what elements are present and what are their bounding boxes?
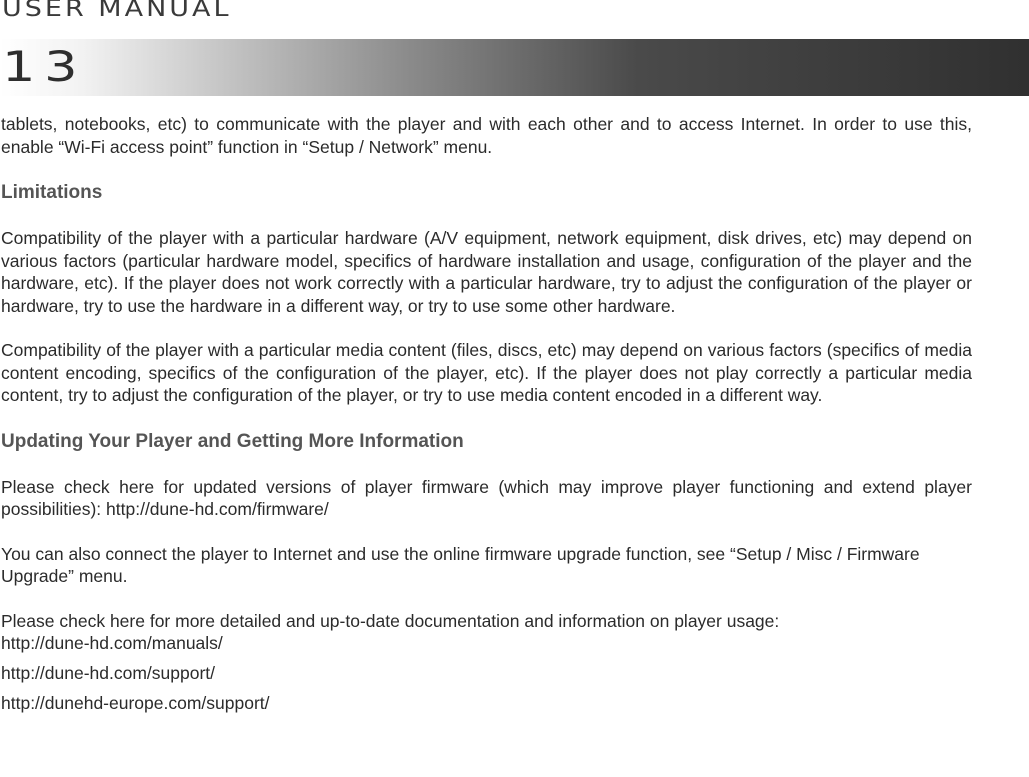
- documentation-links: [1, 632, 972, 714]
- updating-paragraph-online-upgrade: You can also connect the player to Internet and use the online firmware upgrade function, see “Setup / Misc / Firmware Upgrade” menu.: [1, 543, 920, 586]
- updating-paragraph-documentation: Please check here for more detailed and up-to-date documentation and information on player usage:: [1, 610, 780, 631]
- page-content: [1, 113, 972, 714]
- page-number-band: [0, 39, 1029, 96]
- intro-paragraph: tablets, notebooks, etc) to communicate with the player and with each other and to access Internet. In order to use this, enable “Wi-Fi access point” function in “Setup / Network” menu.: [1, 114, 972, 157]
- link-europe-support[interactable]: http://dunehd-europe.com/support/: [1, 693, 270, 713]
- updating-paragraph-firmware: Please check here for updated versions of player firmware (which may improve player functioning and extend player possibilities): http://dune-hd.com/firmware/: [1, 476, 972, 519]
- manual-title: USER MANUAL: [2, 0, 232, 23]
- link-manuals[interactable]: http://dune-hd.com/manuals/: [1, 633, 223, 653]
- limitations-paragraph-media: Compatibility of the player with a particular media content (files, discs, etc) may depend on various factors (specifics of media content encoding, specifics of the configuration of the player, etc). If the player does not play correctly a particular media content, try to adjust the configuration of the player, or try to use media content encoded in a different way.: [1, 340, 972, 405]
- page-number: 13: [2, 42, 87, 91]
- updating-heading: Updating Your Player and Getting More Information: [1, 430, 464, 452]
- limitations-heading: Limitations: [1, 182, 103, 203]
- link-support[interactable]: http://dune-hd.com/support/: [1, 663, 216, 683]
- limitations-paragraph-hardware: Compatibility of the player with a particular hardware (A/V equipment, network equipment, disk drives, etc) may depend on various factors (particular hardware model, specifics of hardware installation and usage, configuration of the player and the hardware, etc). If the player does not work correctly with a particular hardware, try to adjust the configuration of the player or hardware, try to use the hardware in a different way, or try to use some other hardware.: [1, 228, 972, 316]
